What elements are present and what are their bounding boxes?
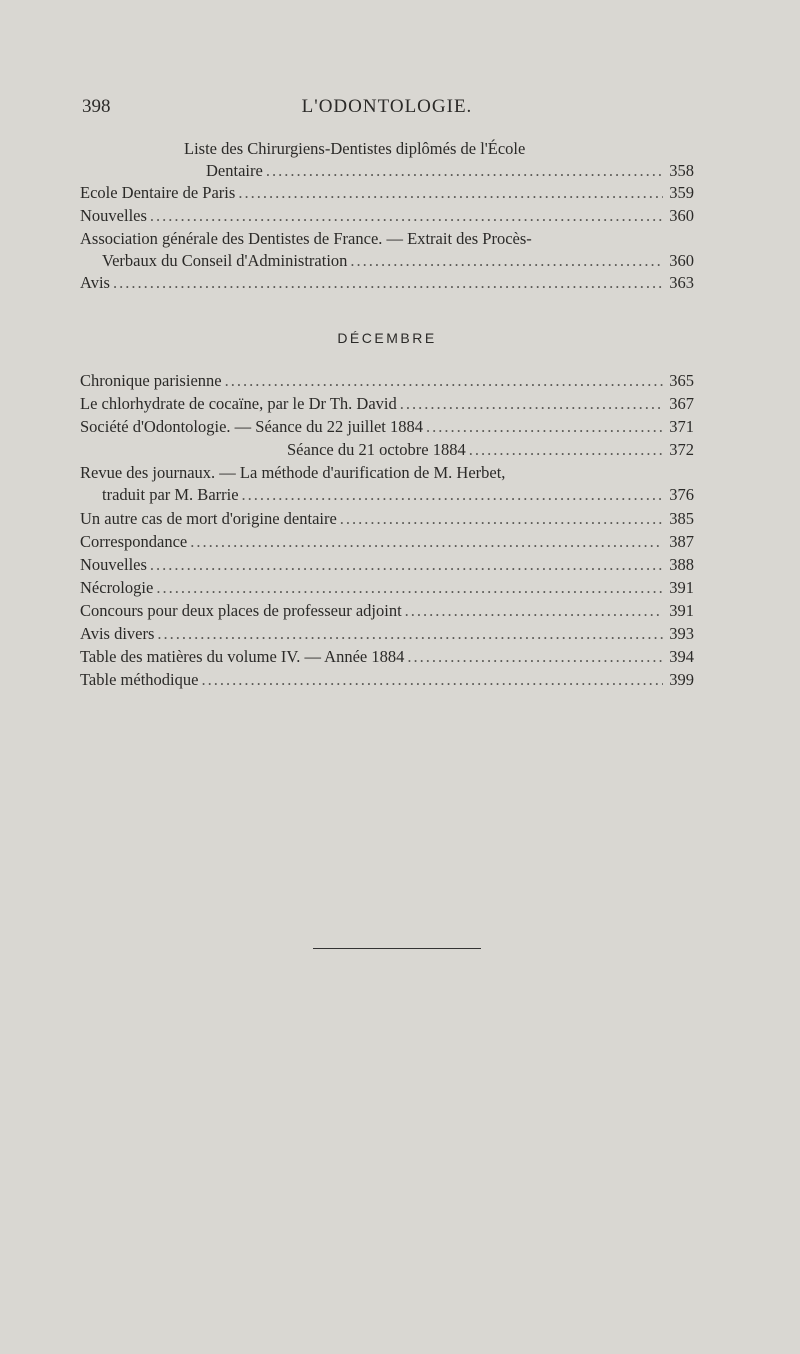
- toc-entry-title: Ecole Dentaire de Paris: [80, 183, 236, 202]
- leader-dots: [190, 531, 663, 553]
- end-rule: [313, 948, 481, 949]
- toc-entry-title: Nouvelles: [80, 555, 147, 574]
- toc-entry: [80, 508, 694, 530]
- leader-dots: [266, 160, 663, 182]
- toc-entry: [80, 669, 694, 691]
- toc-page-number: 394: [669, 647, 694, 666]
- toc-page-number: 376: [669, 485, 694, 504]
- toc-entry: [80, 393, 694, 415]
- toc-entry-title: Société d'Odontologie. — Séance du 22 juillet 1884: [80, 417, 423, 436]
- toc-entry-title: Table des matières du volume IV. — Année 1884: [80, 647, 405, 666]
- leader-dots: [405, 600, 663, 622]
- leader-dots: [407, 646, 663, 668]
- toc-entry-title: Avis: [80, 273, 110, 292]
- page-number: 398: [82, 96, 111, 117]
- toc-page-number: 359: [669, 183, 694, 202]
- toc-entry: [80, 462, 694, 506]
- toc-entry: [80, 577, 694, 599]
- toc-entry-title: Correspondance: [80, 532, 188, 551]
- toc-entry-title: Table méthodique: [80, 670, 199, 689]
- leader-dots: [201, 669, 663, 691]
- toc-entry-title: Séance du 21 octobre 1884: [287, 440, 466, 459]
- toc-entry-title: Un autre cas de mort d'origine dentaire: [80, 509, 337, 528]
- toc-entry-title: Le chlorhydrate de cocaïne, par le Dr Th. David: [80, 394, 397, 413]
- leader-dots: [340, 508, 663, 530]
- toc-entry: [80, 138, 694, 182]
- toc-page-number: 387: [669, 532, 694, 551]
- toc-entry: [80, 439, 694, 461]
- toc-page-number: 391: [669, 601, 694, 620]
- running-title: L'ODONTOLOGIE.: [301, 96, 473, 117]
- leader-dots: [150, 554, 663, 576]
- toc-entry: [80, 228, 694, 272]
- toc-entry: [80, 182, 694, 204]
- page-header: [82, 96, 692, 126]
- toc-entry-title: Avis divers: [80, 624, 155, 643]
- toc-entry: [80, 531, 694, 553]
- toc-page-number: 393: [669, 624, 694, 643]
- leader-dots: [242, 484, 663, 506]
- toc-page-number: 391: [669, 578, 694, 597]
- leader-dots: [238, 182, 663, 204]
- leader-dots: [157, 623, 663, 645]
- toc-entry-title: Liste des Chirurgiens-Dentistes diplômés de l'École: [184, 139, 526, 158]
- toc-page-number: 399: [669, 670, 694, 689]
- toc-page-number: 371: [669, 417, 694, 436]
- toc-page-number: 365: [669, 371, 694, 390]
- toc-entry: [80, 646, 694, 668]
- section-heading: DÉCEMBRE: [337, 330, 437, 346]
- leader-dots: [113, 272, 663, 294]
- toc-entry-title-cont: traduit par M. Barrie: [102, 485, 239, 504]
- leader-dots: [150, 205, 663, 227]
- toc-entry: [80, 416, 694, 438]
- leader-dots: [156, 577, 663, 599]
- leader-dots: [350, 250, 663, 272]
- toc-page-number: 372: [669, 440, 694, 459]
- toc-entry: [80, 370, 694, 392]
- toc-entry-title: Association générale des Dentistes de France. — Extrait des Procès-: [80, 229, 532, 248]
- toc-entry-title-cont: Verbaux du Conseil d'Administration: [102, 251, 348, 270]
- toc-entry: [80, 554, 694, 576]
- toc-page-number: 363: [669, 273, 694, 292]
- toc-page-number: 385: [669, 509, 694, 528]
- toc-page-number: 360: [669, 206, 694, 225]
- toc-entry: [80, 623, 694, 645]
- toc-entry-title: Concours pour deux places de professeur adjoint: [80, 601, 402, 620]
- toc-entry: [80, 205, 694, 227]
- toc-entry: [80, 600, 694, 622]
- leader-dots: [225, 370, 663, 392]
- toc-page-number: 388: [669, 555, 694, 574]
- toc-entry-title: Chronique parisienne: [80, 371, 222, 390]
- toc-page-number: 358: [669, 161, 694, 180]
- toc-page-number: 360: [669, 251, 694, 270]
- toc-entry-title-cont: Dentaire: [206, 161, 263, 180]
- toc-entry: [80, 272, 694, 294]
- leader-dots: [400, 393, 663, 415]
- toc-entry-title: Revue des journaux. — La méthode d'aurification de M. Herbet,: [80, 463, 506, 482]
- toc-page-number: 367: [669, 394, 694, 413]
- leader-dots: [469, 439, 663, 461]
- leader-dots: [426, 416, 663, 438]
- toc-entry-title: Nouvelles: [80, 206, 147, 225]
- toc-entry-title: Nécrologie: [80, 578, 154, 597]
